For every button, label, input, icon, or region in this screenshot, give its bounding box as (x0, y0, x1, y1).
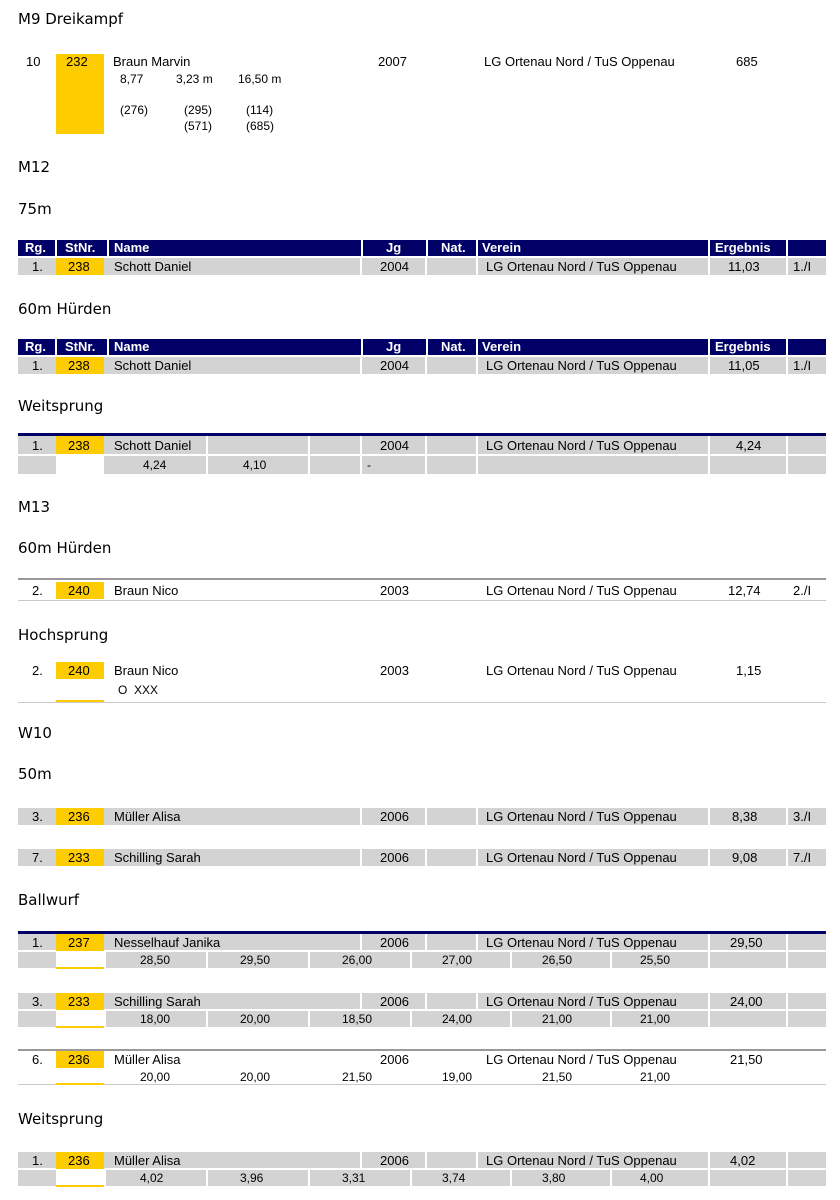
rank: 1. (32, 935, 43, 950)
birth-year: 2003 (380, 663, 409, 678)
header-verein: Verein (482, 240, 522, 255)
rank: 2. (32, 583, 43, 598)
attempt: 21,00 (640, 1012, 671, 1026)
result: 4,02 (730, 1153, 756, 1168)
club: LG Ortenau Nord / TuS Oppenau (486, 994, 677, 1009)
club: LG Ortenau Nord / TuS Oppenau (486, 259, 677, 274)
club: LG Ortenau Nord / TuS Oppenau (486, 809, 677, 824)
start-number: 240 (68, 583, 90, 598)
points: (276) (120, 103, 149, 117)
birth-year: 2006 (380, 1153, 409, 1168)
header-nat: Nat. (441, 339, 466, 354)
header-nat: Nat. (441, 240, 466, 255)
result: 29,50 (730, 935, 763, 950)
club: LG Ortenau Nord / TuS Oppenau (486, 935, 677, 950)
attempt: 3,96 (240, 1171, 264, 1185)
attempt: 26,50 (542, 953, 573, 967)
athlete-name: Müller Alisa (114, 1052, 181, 1067)
birth-year: 2003 (380, 583, 409, 598)
result: 11,03 (728, 259, 760, 274)
result: 685 (736, 54, 758, 69)
attempt: 4,00 (640, 1171, 664, 1185)
attempt: 4,10 (243, 458, 267, 472)
attempt: 18,50 (342, 1012, 373, 1026)
start-number: 240 (68, 663, 90, 678)
start-number: 237 (68, 935, 90, 950)
cumulative-points: (571) (184, 119, 213, 133)
attempts: O XXX (118, 683, 159, 697)
start-number: 233 (68, 850, 90, 865)
header-name: Name (114, 240, 150, 255)
result: 21,50 (730, 1052, 763, 1067)
attempt: 29,50 (240, 953, 271, 967)
birth-year: 2006 (380, 994, 409, 1009)
section-heading: W10 (18, 724, 52, 742)
rank: 1. (32, 358, 43, 373)
header-verein: Verein (482, 339, 522, 354)
athlete-name: Schott Daniel (114, 438, 192, 453)
attempt: 4,24 (143, 458, 167, 472)
event-heading: 50m (18, 765, 52, 783)
header-stnr: StNr. (65, 240, 96, 255)
header-jg: Jg (386, 339, 402, 354)
club: LG Ortenau Nord / TuS Oppenau (486, 850, 677, 865)
table-header (18, 339, 826, 355)
event-heading: 60m Hürden (18, 539, 112, 557)
header-ergebnis: Ergebnis (715, 240, 771, 255)
section-heading: M9 Dreikampf (18, 10, 124, 28)
rank: 3. (32, 809, 43, 824)
result: 8,38 (732, 809, 758, 824)
attempt: 20,00 (240, 1012, 271, 1026)
start-number: 236 (68, 1153, 90, 1168)
attempt: 20,00 (240, 1070, 271, 1084)
header-rank: Rg. (25, 240, 46, 255)
heat-place: 1./I (793, 259, 812, 274)
start-number: 232 (66, 54, 88, 69)
birth-year: 2006 (380, 850, 409, 865)
athlete-name: Schilling Sarah (114, 850, 201, 865)
start-number: 236 (68, 809, 90, 824)
event-heading: Hochsprung (18, 626, 109, 644)
start-number: 238 (68, 438, 90, 453)
section-heading: M13 (18, 498, 51, 516)
result: 9,08 (732, 850, 758, 865)
result: 4,24 (736, 438, 762, 453)
result: 11,05 (728, 358, 760, 373)
athlete-name: Schilling Sarah (114, 994, 201, 1009)
event-heading: 60m Hürden (18, 300, 112, 318)
attempt: 28,50 (140, 953, 171, 967)
section-heading: M12 (18, 158, 51, 176)
attempt: 20,00 (140, 1070, 171, 1084)
attempt: 18,00 (140, 1012, 171, 1026)
start-number: 238 (68, 259, 90, 274)
points: (295) (184, 103, 213, 117)
club: LG Ortenau Nord / TuS Oppenau (486, 663, 677, 678)
performance: 3,23 m (176, 72, 213, 86)
rank: 6. (32, 1052, 43, 1067)
event-heading: Weitsprung (18, 397, 104, 415)
event-heading: Ballwurf (18, 891, 80, 909)
athlete-name: Braun Nico (114, 663, 179, 678)
birth-year: 2006 (380, 809, 409, 824)
athlete-name: Braun Marvin (113, 54, 191, 69)
attempt: 19,00 (442, 1070, 473, 1084)
athlete-name: Braun Nico (114, 583, 179, 598)
result: 12,74 (728, 583, 761, 598)
heat-place: 7./I (793, 850, 812, 865)
rank: 3. (32, 994, 43, 1009)
header-rank: Rg. (25, 339, 46, 354)
attempt: 3,31 (342, 1171, 366, 1185)
start-number: 233 (68, 994, 90, 1009)
athlete-name: Schott Daniel (114, 259, 192, 274)
header-jg: Jg (386, 240, 402, 255)
club: LG Ortenau Nord / TuS Oppenau (486, 1153, 677, 1168)
event-heading: Weitsprung (18, 1110, 104, 1128)
attempt: 21,50 (342, 1070, 373, 1084)
result: 1,15 (736, 663, 762, 678)
event-heading: 75m (18, 200, 52, 218)
rank: 1. (32, 259, 43, 274)
start-number: 238 (68, 358, 90, 373)
club: LG Ortenau Nord / TuS Oppenau (486, 438, 677, 453)
birth-year: 2004 (380, 259, 409, 274)
attempt: 25,50 (640, 953, 671, 967)
birth-year: 2006 (380, 1052, 409, 1067)
athlete-name: Schott Daniel (114, 358, 192, 373)
header-stnr: StNr. (65, 339, 96, 354)
performance: 16,50 m (238, 72, 282, 86)
attempt: 21,50 (542, 1070, 573, 1084)
cumulative-points: (685) (246, 119, 275, 133)
attempt: 3,80 (542, 1171, 566, 1185)
heat-place: 3./I (793, 809, 812, 824)
attempt: - (367, 458, 371, 472)
attempt: 26,00 (342, 953, 373, 967)
birth-year: 2006 (380, 935, 409, 950)
birth-year: 2007 (378, 54, 407, 69)
rank: 1. (32, 438, 43, 453)
points: (114) (246, 103, 274, 117)
attempt: 21,00 (542, 1012, 573, 1026)
attempt: 3,74 (442, 1171, 466, 1185)
performance: 8,77 (120, 72, 144, 86)
rank: 2. (32, 663, 43, 678)
table-header (18, 240, 826, 256)
birth-year: 2004 (380, 358, 409, 373)
heat-place: 1./I (793, 358, 812, 373)
rank: 7. (32, 850, 43, 865)
rank: 10 (26, 54, 41, 69)
athlete-name: Müller Alisa (114, 809, 181, 824)
club: LG Ortenau Nord / TuS Oppenau (486, 1052, 677, 1067)
header-ergebnis: Ergebnis (715, 339, 771, 354)
attempt: 21,00 (640, 1070, 671, 1084)
club: LG Ortenau Nord / TuS Oppenau (486, 358, 677, 373)
birth-year: 2004 (380, 438, 409, 453)
athlete-name: Müller Alisa (114, 1153, 181, 1168)
attempt: 27,00 (442, 953, 473, 967)
attempt: 4,02 (140, 1171, 164, 1185)
club: LG Ortenau Nord / TuS Oppenau (486, 583, 677, 598)
athlete-name: Nesselhauf Janika (114, 935, 221, 950)
start-number: 236 (68, 1052, 90, 1067)
rank: 1. (32, 1153, 43, 1168)
result: 24,00 (730, 994, 763, 1009)
club: LG Ortenau Nord / TuS Oppenau (484, 54, 675, 69)
header-name: Name (114, 339, 150, 354)
attempt: 24,00 (442, 1012, 473, 1026)
heat-place: 2./I (793, 583, 812, 598)
